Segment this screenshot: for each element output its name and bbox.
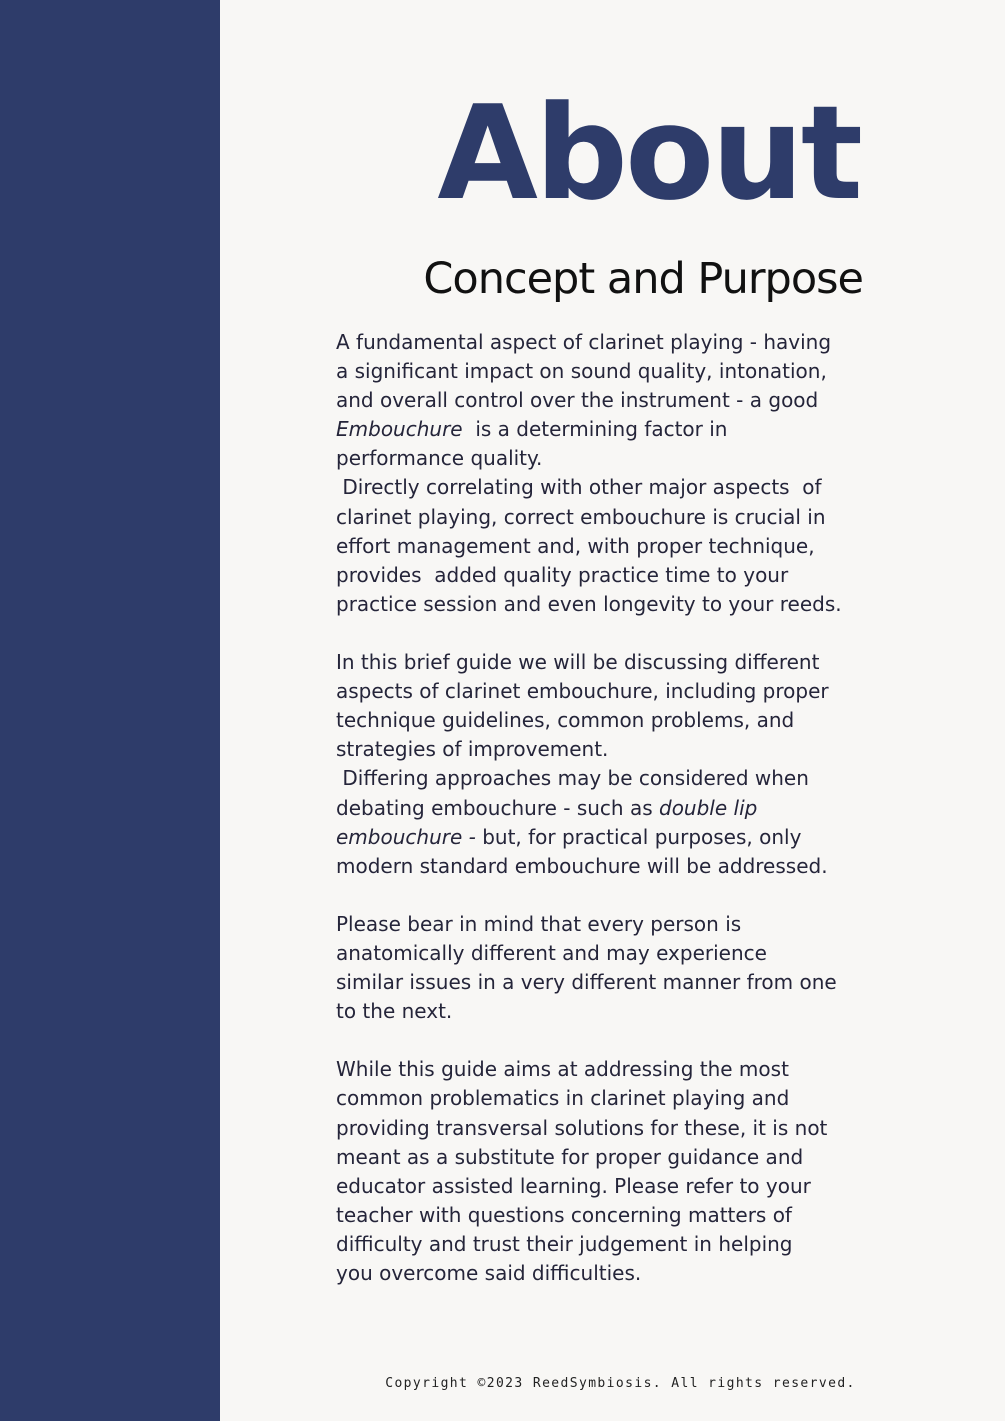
- text-line: [336, 794, 876, 823]
- text-line: practice session and even longevity to your reeds.: [336, 591, 842, 616]
- text-fragment: is a determining factor in: [462, 417, 728, 442]
- text-line: and overall control over the instrument - a good: [336, 388, 819, 413]
- sidebar-color-band: [0, 0, 220, 1421]
- text-line: educator assisted learning. Please refer to your: [336, 1173, 811, 1198]
- text-line: a significant impact on sound quality, intonation,: [336, 359, 827, 384]
- paragraph-disclaimer: [336, 1055, 876, 1288]
- text-fragment: debating embouchure - such as: [336, 795, 659, 820]
- text-line: technique guidelines, common problems, and: [336, 708, 795, 733]
- paragraph-spacer: [336, 881, 876, 910]
- paragraph-spacer: [336, 619, 876, 648]
- text-line: strategies of improvement.: [336, 737, 609, 762]
- text-line: A fundamental aspect of clarinet playing - having: [336, 330, 832, 354]
- paragraph-intro: [336, 328, 876, 619]
- text-line: teacher with questions concerning matters of: [336, 1202, 792, 1227]
- paragraph-anatomy-note: [336, 910, 876, 1026]
- text-line: aspects of clarinet embouchure, including proper: [336, 679, 829, 704]
- text-line: modern standard embouchure will be addressed.: [336, 853, 828, 878]
- text-line: common problematics in clarinet playing and: [336, 1086, 790, 1111]
- paragraph-guide-scope: [336, 648, 876, 881]
- emphasis-double-lip: double lip: [659, 795, 758, 820]
- text-line: performance quality.: [336, 446, 543, 471]
- text-line: [336, 823, 876, 852]
- section-subtitle: Concept and Purpose: [423, 254, 863, 304]
- emphasis-embouchure-dash: embouchure -: [336, 824, 476, 849]
- text-line: similar issues in a very different manner from one: [336, 970, 837, 995]
- text-line: [336, 415, 876, 444]
- emphasis-embouchure: Embouchure: [336, 417, 463, 442]
- paragraph-spacer: [336, 1026, 876, 1055]
- body-text: [336, 328, 876, 1288]
- text-line: anatomically different and may experience: [336, 940, 767, 965]
- text-line: In this brief guide we will be discussing different: [336, 650, 820, 675]
- text-line: providing transversal solutions for these, it is not: [336, 1115, 828, 1140]
- text-line: effort management and, with proper technique,: [336, 533, 815, 558]
- text-line: provides added quality practice time to your: [336, 562, 789, 587]
- text-line: meant as a substitute for proper guidance and: [336, 1144, 804, 1169]
- page-title: About: [437, 77, 860, 229]
- text-line: Directly correlating with other major aspects of: [336, 475, 822, 500]
- text-line: you overcome said difficulties.: [336, 1261, 642, 1285]
- text-fragment: but, for practical purposes, only: [475, 824, 802, 849]
- copyright-footer: Copyright ©2023 ReedSymbiosis. All rights reserved.: [385, 1376, 856, 1391]
- text-line: Differing approaches may be considered when: [336, 766, 809, 791]
- text-line: clarinet playing, correct embouchure is crucial in: [336, 504, 826, 529]
- text-line: difficulty and trust their judgement in helping: [336, 1231, 793, 1256]
- text-line: to the next.: [336, 999, 453, 1024]
- text-line: While this guide aims at addressing the most: [336, 1057, 789, 1082]
- text-line: Please bear in mind that every person is: [336, 911, 742, 936]
